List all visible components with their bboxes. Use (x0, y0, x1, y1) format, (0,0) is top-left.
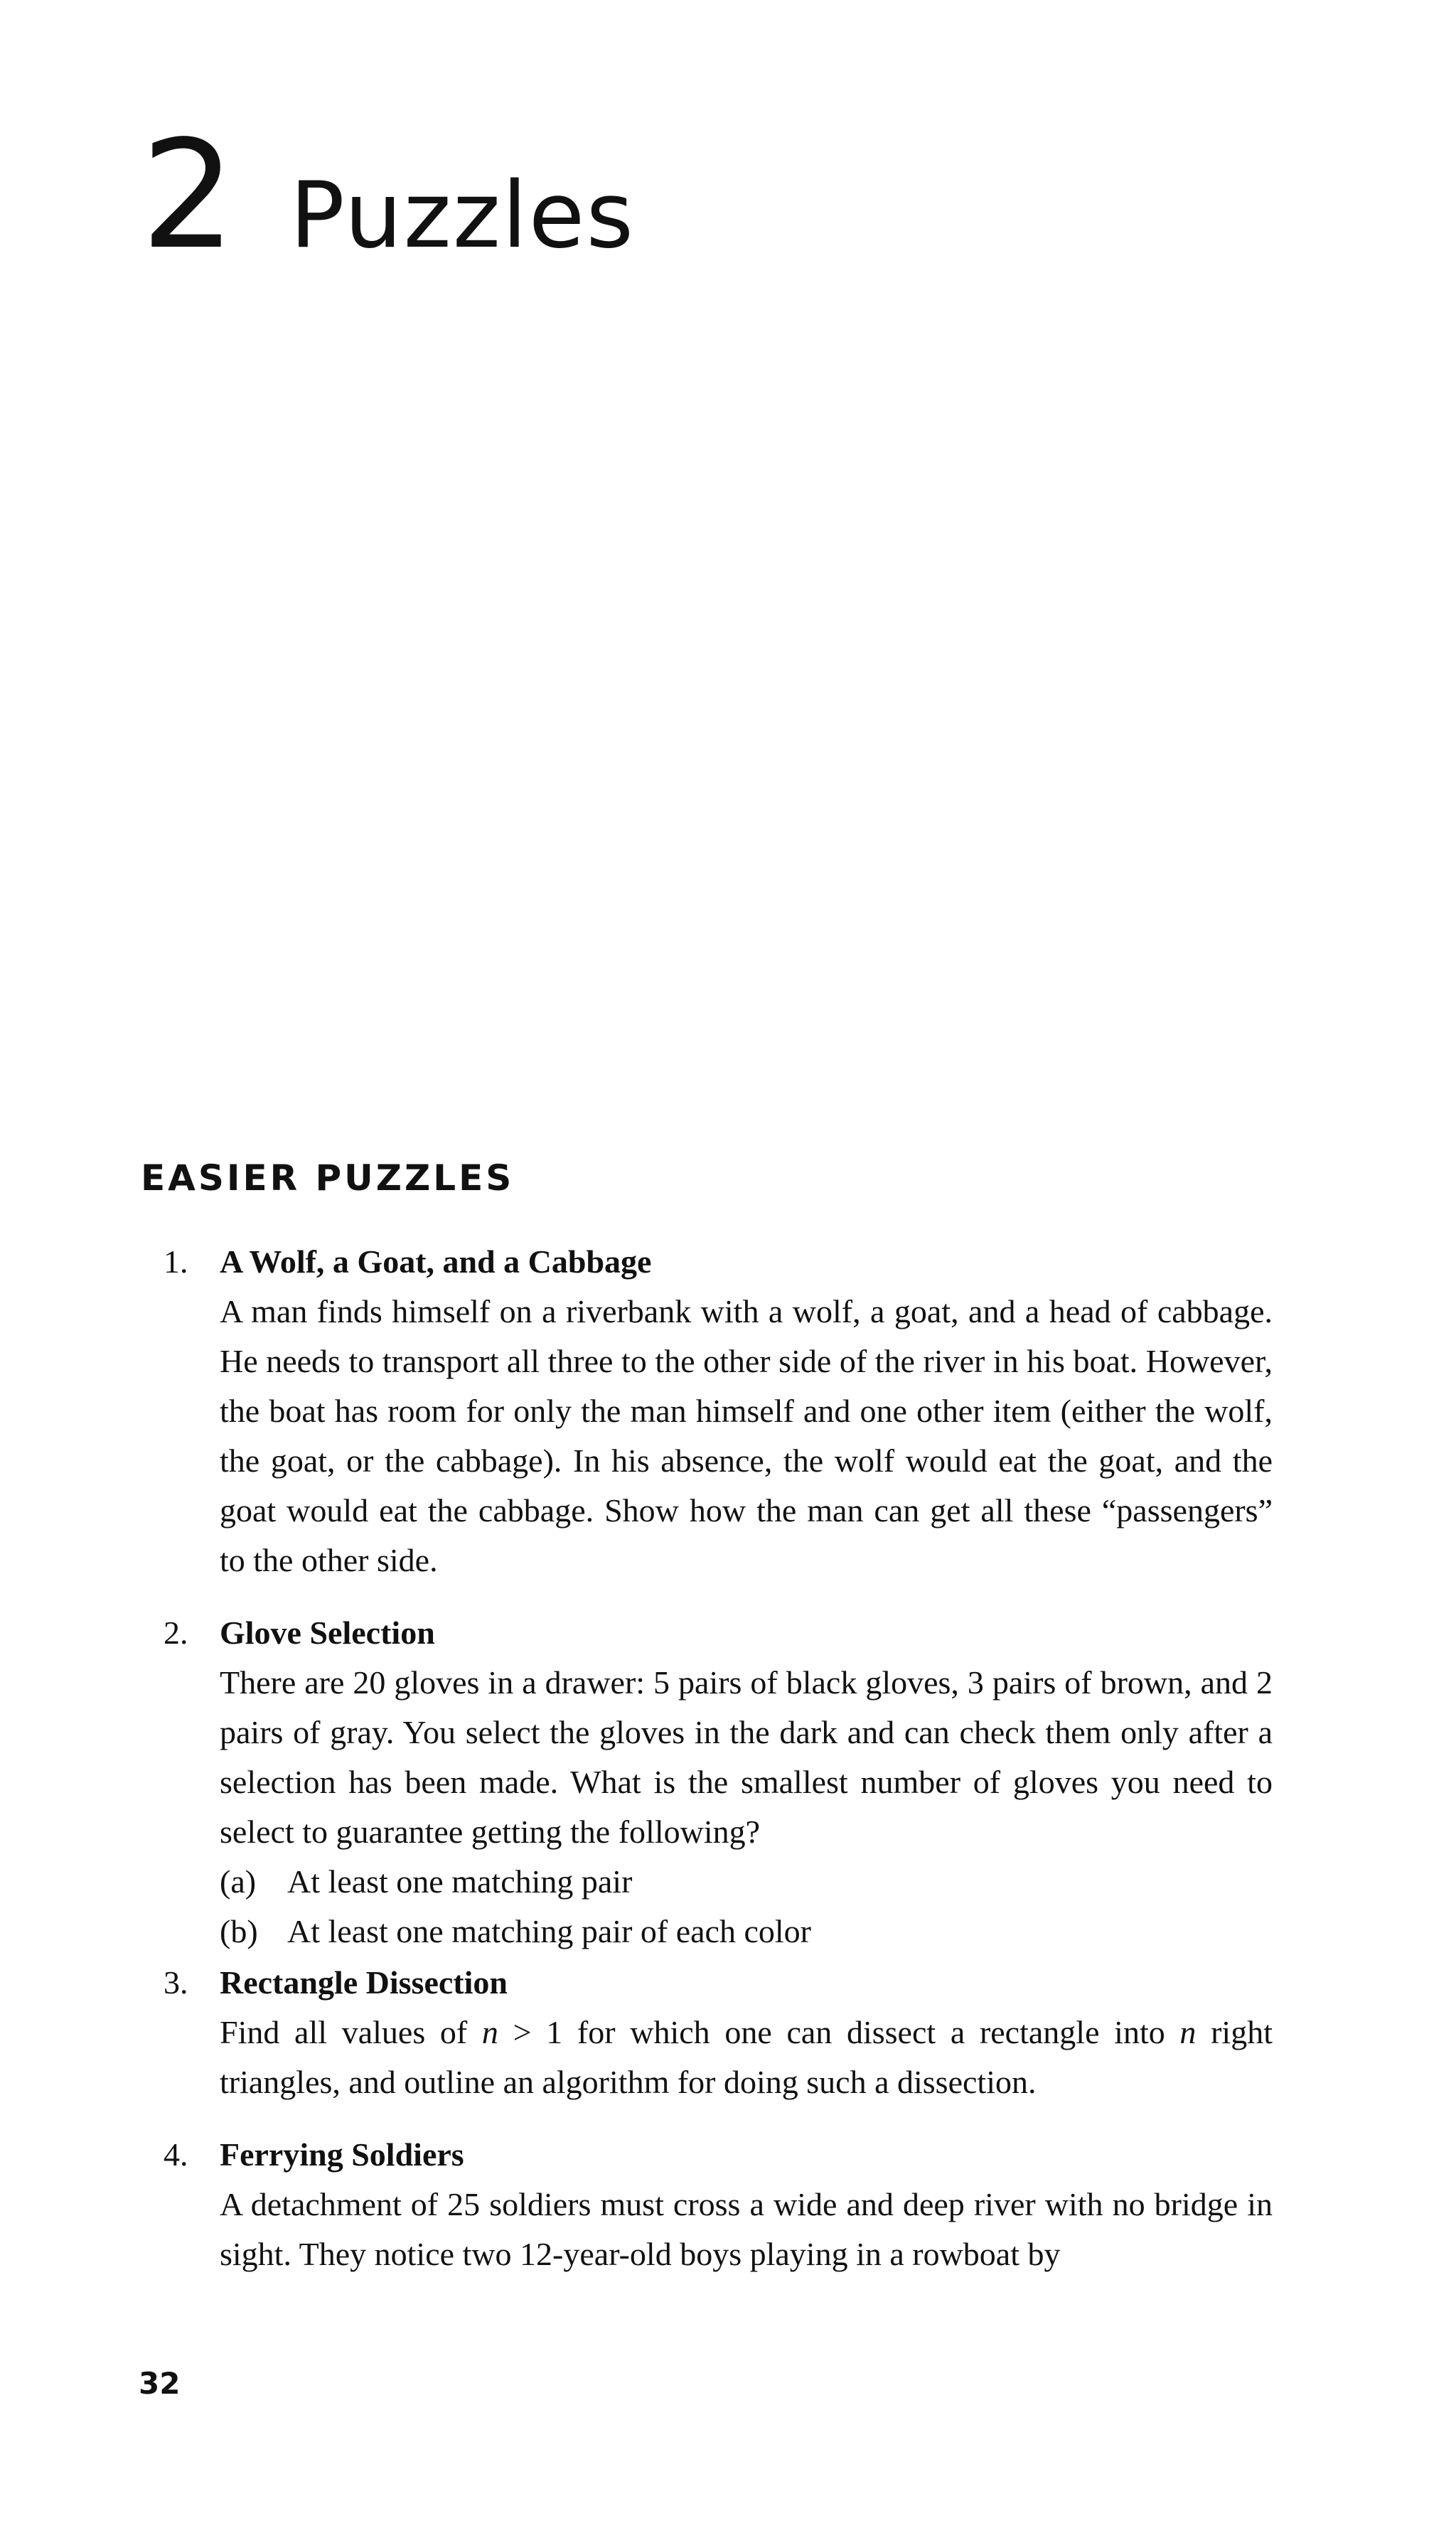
problem-body (220, 1958, 1273, 2107)
problem-body (220, 2130, 1273, 2279)
problem-list (164, 1237, 1273, 2302)
problem-item (164, 1608, 1273, 1956)
part-label: (a) (220, 1863, 257, 1900)
text-segment: Find all values of (220, 2014, 482, 2050)
part-text: At least one matching pair (287, 1863, 633, 1900)
problem-title: Ferrying Soldiers (220, 2136, 464, 2173)
problem-title: Glove Selection (220, 1615, 435, 1651)
problem-text: A man finds himself on a riverbank with a wolf, a goat, and a head of cabbage. He needs to transport all three to the other side of the river in his boat. However, the boat has room for only the man himself and one other item (either the wolf, the goat, or the cabbage). In his absence, the wolf would eat the goat, and the goat would eat the cabbage. Show how the man can get all these “passengers” to the other side. (220, 1293, 1273, 1578)
problem-title: Rectangle Dissection (220, 1964, 508, 2001)
problem-item (164, 1958, 1273, 2107)
chapter-heading (141, 108, 636, 282)
problem-text: There are 20 gloves in a drawer: 5 pairs of black gloves, 3 pairs of brown, and 2 pairs of gray. You select the gloves in the dark and can check them only after a selection has been made. What is the smallest number of gloves you need to select to guarantee getting the following? (220, 1664, 1273, 1850)
problem-body (220, 1608, 1273, 1956)
problem-item (164, 2130, 1273, 2279)
problem-number: 1. (164, 1243, 188, 1280)
chapter-title: Puzzles (289, 163, 636, 269)
problem-number: 3. (164, 1964, 188, 2001)
problem-title: A Wolf, a Goat, and a Cabbage (220, 1243, 652, 1280)
part-label: (b) (220, 1913, 258, 1949)
problem-item (164, 1237, 1273, 1585)
chapter-number: 2 (141, 108, 233, 282)
math-variable: n (1179, 2014, 1197, 2050)
problem-text: A detachment of 25 soldiers must cross a wide and deep river with no bridge in sight. They notice two 12-year-old boys playing in a rowboat by (220, 2186, 1273, 2272)
problem-part (220, 1907, 1273, 1956)
math-variable: n (481, 2014, 498, 2050)
text-segment: > 1 for which one can dissect a rectangle into (498, 2014, 1180, 2050)
page-number: 32 (139, 2366, 181, 2401)
problem-part (220, 1857, 1273, 1907)
text-segment: right triangles, and outline an algorithm for doing such a dissection. (220, 2014, 1273, 2100)
part-text: At least one matching pair of each color (287, 1913, 811, 1949)
problem-body (220, 1237, 1273, 1585)
problem-text (220, 2008, 1273, 2107)
problem-number: 4. (164, 2136, 188, 2173)
problem-number: 2. (164, 1615, 188, 1651)
problem-parts (220, 1857, 1273, 1956)
section-heading: EASIER PUZZLES (141, 1157, 515, 1199)
